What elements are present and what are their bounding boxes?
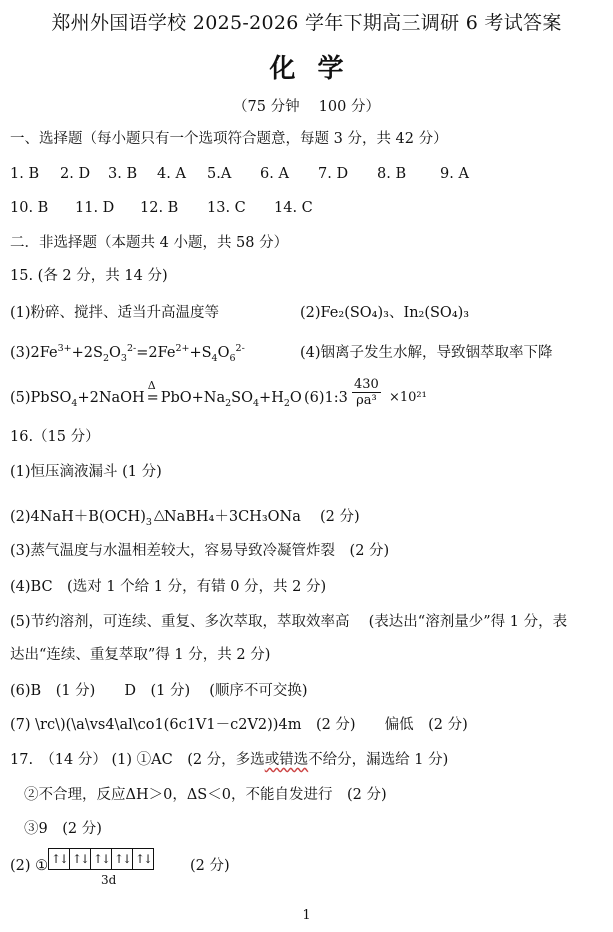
q15-answer-5: (5)PbSO$_4$+2NaOH Δ = $PbO+Na_2SO_4+H_2O$ [10, 388, 302, 408]
answer-choice-r1-6: 6. A [260, 166, 289, 182]
section1-heading: 一、选择题（每小题只有一个选项符合题意，每题 3 分，共 42 分） [10, 131, 448, 147]
q17-heading-post: 不给分，漏选给 1 分) [308, 752, 449, 768]
answer-choice-r1-9: 9. A [440, 166, 469, 182]
answer-choice-r1-7: 7. D [318, 166, 349, 182]
answer-choice-r2-5: 14. C [274, 200, 313, 216]
answer-choice-r1-4: 4. A [157, 166, 186, 182]
orbital-box: ↑↓ [112, 849, 133, 869]
section2-heading: 二．非选择题（本题共 4 小题，共 58 分） [10, 235, 289, 251]
answer-choice-r1-8: 8. B [377, 166, 407, 182]
answer-choice-r2-3: 12. B [140, 200, 179, 216]
q15-answer-4: (4)铟离子发生水解，导致铟萃取率下降 [300, 345, 553, 361]
q15-answer-6: (6)1:3 [304, 390, 348, 406]
exam-duration: （75 分钟 100 分） [233, 99, 380, 115]
q17-answer-2-score: (2 分) [190, 858, 230, 874]
q17-heading-wavy: 或错选 [264, 752, 309, 768]
orbital-box: ↑↓ [49, 849, 70, 869]
heat-triangle: △ [153, 507, 165, 523]
orbital-label: 3d [101, 873, 117, 887]
q15-answer-2: (2)Fe₂(SO₄)₃、In₂(SO₄)₃ [300, 305, 470, 321]
q15-answer-3: $(3)2Fe^{3+}+2S_2O_3^{2-}=2Fe^{2+}+S_4O_6^{2-}$ [10, 343, 245, 364]
q16-answer-3: (3)蒸气温度与水温相差较大，容易导致冷凝管炸裂 (2 分) [10, 543, 390, 559]
subject-title: 化学 [269, 54, 366, 84]
answer-choice-r1-2: 2. D [60, 166, 91, 182]
orbital-box: ↑↓ [70, 849, 91, 869]
orbital-diagram [48, 848, 154, 870]
heat-symbol: Δ [147, 379, 156, 392]
answer-choice-r2-2: 11. D [75, 200, 115, 216]
answer-choice-r1-3: 3. B [108, 166, 138, 182]
orbital-box: ↑↓ [134, 852, 152, 866]
q17-answer-2-prefix: (2) ① [10, 858, 49, 874]
q16-answer-5a: (5)节约溶剂，可连续、重复、多次萃取，萃取效率高 (表达出“溶剂量少”得 1 分，表 [10, 614, 568, 630]
q16-answer-2-score: (2 分) [319, 509, 360, 525]
q16-answer-2-pre: (2)4NaH＋B(OCH [10, 509, 141, 525]
q16-answer-4: (4)BC (选对 1 个给 1 分，有错 0 分，共 2 分) [10, 579, 327, 595]
fraction-multiplier: ×10²¹ [389, 390, 427, 405]
fraction-denominator: ρa³ [356, 393, 377, 408]
orbital-box: ↑↓ [91, 849, 112, 869]
q15-answer-5-prefix: (5) [10, 390, 31, 406]
q15-answer-1: (1)粉碎、搅拌、适当升高温度等 [10, 305, 220, 321]
q17-answer-1-2: ②不合理，反应ΔH＞0，ΔS＜0，不能自发进行 (2 分) [24, 787, 387, 803]
answer-choice-r2-4: 13. C [207, 200, 246, 216]
q16-answer-2-post: NaBH₄＋3CH₃ONa [163, 509, 301, 525]
q16-answer-5b: 达出“连续、重复萃取”得 1 分，共 2 分) [10, 647, 271, 663]
page-number: 1 [302, 908, 311, 923]
answer-choice-r2-1: 10. B [10, 200, 49, 216]
answer-choice-r1-5: 5.A [207, 166, 232, 182]
q15-answer-3-prefix: (3) [10, 345, 31, 361]
q16-heading: 16.（15 分） [10, 429, 100, 445]
q16-answer-2: $(2)4NaH+B(OCH)_3$ △ NaBH₄＋3CH₃ONa (2 分) [10, 507, 360, 528]
density-fraction [352, 377, 381, 408]
q15-heading: 15. (各 2 分，共 14 分) [10, 268, 168, 284]
q16-answer-6: (6)B (1 分) D (1 分) (顺序不可交换) [10, 683, 308, 699]
document-title: 郑州外国语学校 2025-2026 学年下期高三调研 6 考试答案 [51, 12, 562, 34]
answer-choice-r1-1: 1. B [10, 166, 40, 182]
fraction-numerator: 430 [354, 377, 379, 392]
q17-heading-pre: 17. （14 分） (1) ①AC (2 分，多选 [10, 752, 265, 768]
q16-answer-7: (7) \rc\)(\a\vs4\al\co1(6c1V1－c2V2))4m (2 分) 偏低 (2 分) [10, 717, 468, 733]
q17-heading [10, 750, 448, 770]
q16-answer-1: (1)恒压滴液漏斗 (1 分) [10, 464, 162, 480]
q17-answer-1-3: ③9 (2 分) [24, 821, 102, 837]
